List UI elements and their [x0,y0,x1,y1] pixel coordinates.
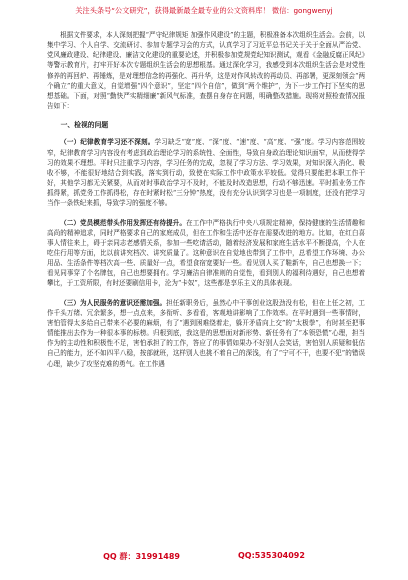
intro-paragraph: 根据文件要求，本人深刻把握“严守纪律规矩 加强作风建设”的主题，积极准备本次组织生活会。会前，以集中学习、个人自学、交流研讨、参加专题学习会的方式，认真学习了习近平总书记关于关于全面从严治党、党风廉政建设、纪律建设、廉洁文化建设的重要论述，并积极参加党规党纪知识测试，观看《金融反腐正风纪》等警示教育片，打牢开好本次专题组织生活会的思想根基。通过深化学习，我感受到本次组织生活会是对党性修养的再回炉、再锤炼，是对理想信念的再强化、再升华，这是对作风转改的再动员、再部署，更深刻领会“两个确立”的重大意义，自觉增强“四个意识”，坚定“四个自信”，做到“两个维护”，为下一步工作打下坚实的思想基础。下面，对照“勤快严实精细廉”新风气标准，查摆自身存在问题，明确整改措施。现将对照检查情况报告如下： [47,31,365,111]
item-paragraph-2 [47,218,365,289]
footer-qq-group: QQ 群：31991489 [103,552,180,561]
item-body-3: 担任新职务后，虽然心中干事创业这股劲没有松，但在上任之初，工作千头万绪、冗余繁多，想一点点来，多衔听、多看看，客观地讲影响了工作效率。在平时遇到一些事情时，害怕管得太多给自己带来不必要的麻烦，有了“遇到困难绕着走，躲开矛盾向上交”的“太极拳”，有时甚至把事情能推出去作为一种很本事的标榜。归根到底，我这是的思想面对新形势、新任务有了“本领恐慌”心理，担当作为的主动性和积极性不足，害怕承担了的工作，答应了的事情如果办不好别人会笑话，害怕别人质疑和低估自己的能力，还不如四平八稳，按部就班，这样别人也挑不着自己的深浅，有了“宁可不干，也要不犯”的错误心理，缺少了攻坚克难的勇气。在工作遇 [47,298,365,368]
item-body-2: 在工作中严格执行中央八项规定精神，保持健康的生活情趣和高尚的精神追求，同时严格要求自己的家庭成员，但在工作和生活中还存在需要改进的地方。比如，在红白喜事人情往来上，碍于亲同志老感情关系，参加一些吃请活动，随着经济发展和家庭生活水平不断提高，个人在吃住行用等方面，比以前讲究档次、讲究质量了。这种意识在自觉地也带到了工作中，总希望工作环境、办公用品、生活条件等档次高一些、质量好一点，希望食宿宽要好一些。看见别人买了鞋新车，自己也想换一下；看见同事穿了个名牌包，自己也想要拥有。学习廉洁自律准则的自觉性，看到别人的福利待遇好，自己也想着攀比，于工资所限，有时还要刷信用卡，沦为“卡奴”，这些都是享乐主义的具体表现。 [47,218,365,288]
footer-qq-number: QQ:535304092 [238,551,305,560]
item-title-3: （三）为人民服务的意识还需加强。 [60,298,167,307]
item-body-1: 学习缺乏“宽”度、“深”度、“速”度、“高”度、“强”度。学习内容范围较窄，纪律教育学习内容没有考虑到政治理论学习的系统性、全面性，导致自身政治理论知识面窄，从而使得学习的效果不理想。平时只注重学习内容，学习任务的完成，忽视了学习方法、学习效果，对知识深入消化、吸收不够，不能很好地结合到实践，落实到行动，致使在实际工作中政策水平较低。觉得只要能把本职工作干好，其他学习都无关紧要，从而对时事政治学习不及时，不能及时改造思想，行动不够迅速。平时抓业务工作抓得紧，抓党务工作抓得松，存在时紧时松“三分钟”热度，没有充分认识到学习也是一项制度，还没有把学习当作一条铁纪来抓，导致学习的强度不够。 [47,138,365,208]
item-paragraph-1 [47,137,365,208]
item-title-2: （二）党员模范带头作用发挥还有待提升。 [60,218,187,227]
promo-banner: 关注头条号“公文研究”，获得最新最全最专业的公文资料库！ 微信：gongwenyj [75,6,333,15]
item-title-1: （一）纪律教育学习还不深刻。 [60,138,155,147]
footer-contacts [0,551,408,562]
item-paragraph-3 [47,298,365,369]
section-heading: 一、检视的问题 [60,121,109,130]
document-body [47,30,365,369]
